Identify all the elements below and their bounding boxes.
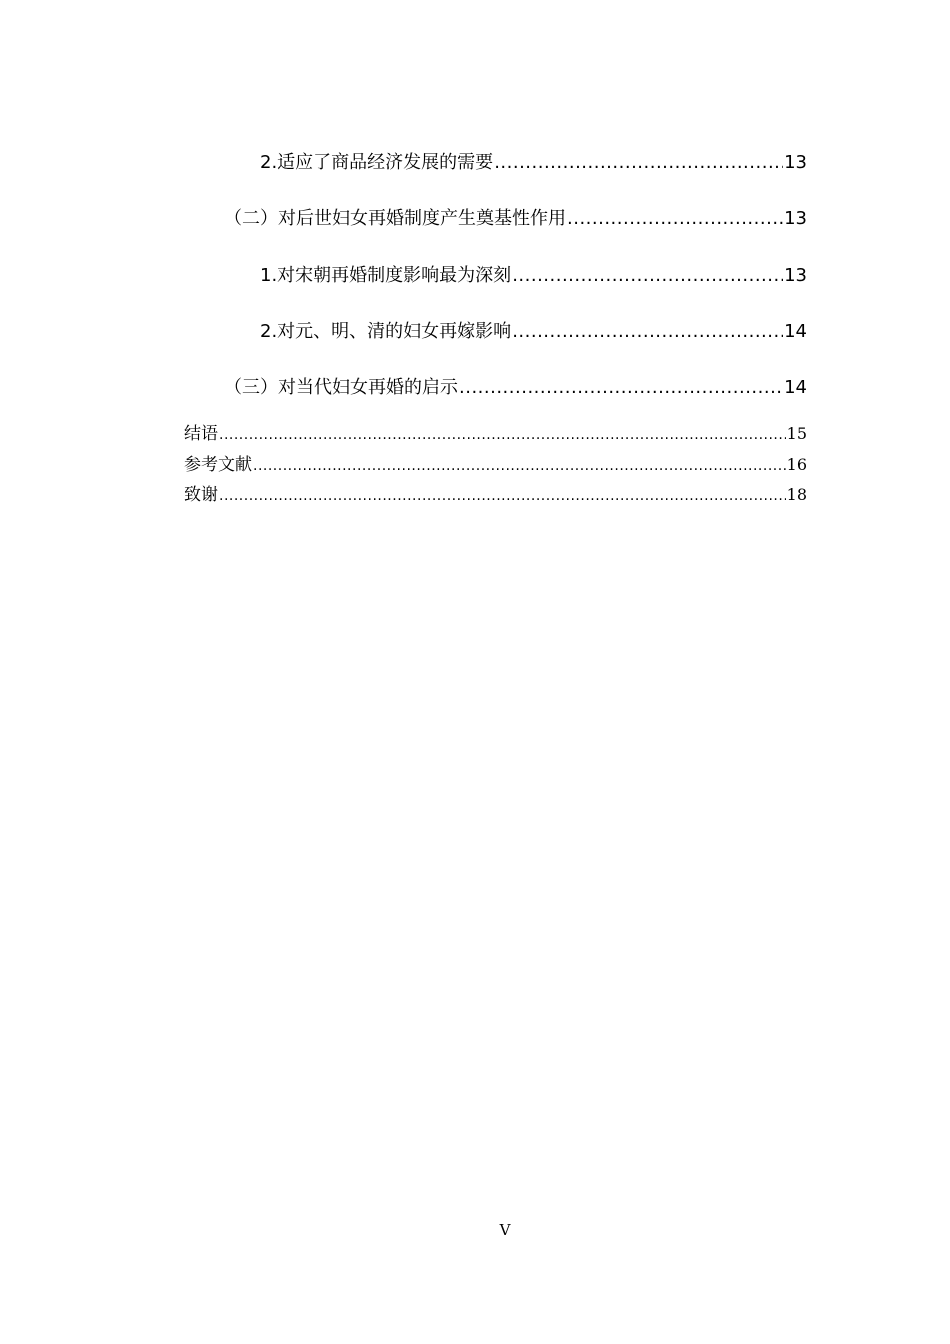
toc-leader-dots bbox=[253, 458, 786, 474]
toc-entry-page: 13 bbox=[784, 208, 807, 229]
toc-entry[interactable] bbox=[184, 450, 807, 475]
toc-entry[interactable] bbox=[260, 261, 807, 287]
page-number-footer: V bbox=[499, 1221, 511, 1239]
toc-leader-dots bbox=[512, 265, 783, 286]
toc-entry[interactable] bbox=[184, 419, 807, 444]
toc-entry-label: （二）对后世妇女再婚制度产生奠基性作用 bbox=[224, 208, 566, 229]
toc-entry-label: 致谢 bbox=[184, 485, 218, 505]
toc-entry-label: 1.对宋朝再婚制度影响最为深刻 bbox=[260, 265, 512, 286]
toc-leader-dots bbox=[219, 488, 786, 504]
toc-entry-label: 2.适应了商品经济发展的需要 bbox=[260, 152, 494, 173]
toc-entry-page: 13 bbox=[784, 265, 807, 286]
toc-entry-page: 14 bbox=[784, 321, 807, 342]
toc-leader-dots bbox=[512, 321, 783, 342]
toc-entry-label: 参考文献 bbox=[184, 455, 252, 475]
toc-entry[interactable] bbox=[184, 480, 807, 505]
toc-entry-page: 15 bbox=[786, 424, 807, 443]
toc-entry-label: 结语 bbox=[184, 424, 218, 444]
toc-entry[interactable] bbox=[224, 204, 807, 230]
toc-entry[interactable] bbox=[224, 373, 807, 399]
toc-entry-label: （三）对当代妇女再婚的启示 bbox=[224, 377, 458, 398]
toc-entry-page: 13 bbox=[784, 152, 807, 173]
toc-entry-page: 18 bbox=[786, 485, 807, 504]
toc-entry-page: 14 bbox=[784, 377, 807, 398]
toc-leader-dots bbox=[494, 152, 783, 173]
toc-entry-page: 16 bbox=[786, 455, 807, 474]
toc-entry-label: 2.对元、明、清的妇女再嫁影响 bbox=[260, 321, 512, 342]
toc-entry[interactable] bbox=[260, 317, 807, 343]
toc-leader-dots bbox=[459, 377, 783, 398]
toc-entry[interactable] bbox=[260, 148, 807, 174]
toc-leader-dots bbox=[219, 427, 786, 443]
toc-leader-dots bbox=[567, 208, 783, 229]
